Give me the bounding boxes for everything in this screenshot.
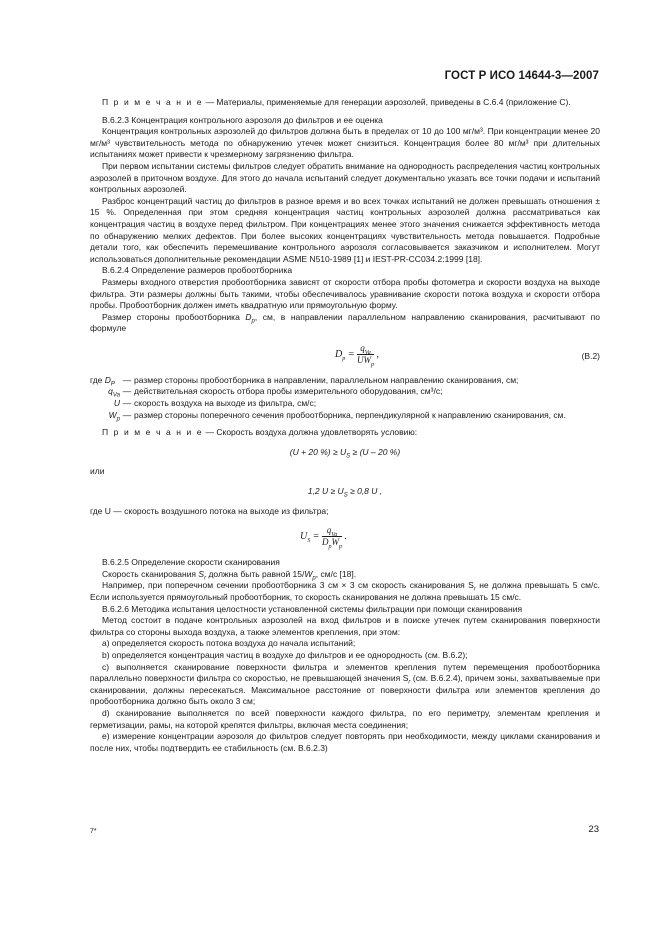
where-list: где $D_P$ — размер стороны пробоотборника в направлении, параллельном направлению сканирования, см; $q_{Va}$ — действительная скорость отбора пробы измерительного оборудования, см³/с; U — скорость воздуха на выходе из фильтра, см/с; $W_p$ — размер стороны поперечного сечения пробоотборника, перпендикулярной к направлению сканирования, см. bbox=[90, 375, 600, 421]
page-header: ГОСТ Р ИСО 14644-3—2007 bbox=[444, 70, 599, 82]
where-item: скорость воздуха на выходе из фильтра, см/с; bbox=[134, 398, 317, 409]
condition-1: (U + 20 %) ≥ $U_S \ge (U - 20$ %) bbox=[289, 446, 401, 460]
page-number: 23 bbox=[588, 824, 599, 835]
where-u: где U — скорость воздушного потока на выходе из фильтра; bbox=[90, 505, 329, 516]
or-word: или bbox=[90, 466, 105, 477]
paragraph: Размеры входного отверстия пробоотборника зависят от скорости отбора пробы фотометра и скорости воздуха на выходе фильтра. Эти размеры должны быть такими, чтобы обеспечивалось уравнивание скорости потока воздуха и скорости отбора пробы. Пробоотборник должен иметь квадратную или прямоугольную форму. bbox=[90, 276, 600, 311]
list-item: е) измерение концентрации аэрозоля до фильтров следует повторять при необходимости, между циклами сканирования и после них, чтобы подтвердить ее стабильность (см. В.6.2.3) bbox=[90, 731, 600, 753]
paragraph: Концентрация контрольных аэрозолей до фильтров должна быть в пределах от 10 до 100 мг/м³. При концентрации менее 20 мг/м³ чувствительность метода по обнаружению утечек может снизиться. Концентрация более 80 мг/м³ при длительных испытаниях может привести к чрезмерному загрязнению фильтра. bbox=[90, 126, 600, 160]
where-item: действительная скорость отбора пробы измерительного оборудования, см³/с; bbox=[134, 386, 443, 397]
list-item: с) выполняется сканирование поверхности фильтра и элементов крепления путем перемещения пробоотборника параллельно поверхности фильтра со скоростью, не превышающей значения $S_r$ (см. В.6.2.4), причем зоны, захватываемые при сканировании, должны пересекаться. Максимальное расстояние от поверхности фильтра или элементов крепления до пробоотборника должно быть около 3 см; bbox=[90, 661, 600, 707]
paragraph: Например, при поперечном сечении пробоотборника 3 см × 3 см скорость сканирования $S_r$ не должна превышать 5 см/с. Если используется прямоугольный пробоотборник, то скорость сканирования не должна превышать 15 см/с. bbox=[90, 580, 600, 602]
note-label: П р и м е ч а н и е bbox=[102, 97, 204, 107]
formula-b2 bbox=[90, 341, 600, 371]
note-velocity: П р и м е ч а н и е — Скорость воздуха должна удовлетворять условию: bbox=[102, 427, 418, 438]
section-heading-b625: В.6.2.5 Определение скорости сканирования bbox=[102, 557, 280, 568]
note-text: — Материалы, применяемые для генерации аэрозолей, приведены в С.6.4 (приложение С). bbox=[205, 97, 571, 107]
note-materials bbox=[90, 97, 600, 109]
paragraph: При первом испытании системы фильтров следует обратить внимание на однородность распределения частиц контрольных аэрозолей в приточном воздухе. Для этого до начала испытаний следует документально указать все точки подачи и испытаний контрольных аэрозолей. bbox=[90, 160, 600, 195]
condition-2: 1,2 $U \ge U_S \ge 0,8$ U , bbox=[307, 486, 383, 499]
formula-us bbox=[90, 523, 600, 553]
formula-expression: $D_p$ = $\frac{q_{Va}}{UW_p}$ , bbox=[335, 342, 379, 368]
section-heading-b626: В.6.2.6 Методика испытания целостности установленной системы фильтрации при помощи сканирования bbox=[102, 603, 523, 614]
formula-expression: $U_S$ = $\frac{q_{Va}}{D_pW_p}$ . bbox=[300, 525, 347, 551]
list-item: d) сканирование выполняется по всей поверхности каждого фильтра, по его периметру, элементам крепления и герметизации, рамы, на которой крепятся фильтры, включая места соединения; bbox=[90, 707, 600, 730]
list-item: b) определяется концентрация частиц в воздухе до фильтров и ее однородность (см. В.6.2); bbox=[102, 649, 468, 660]
list-item: а) определяется скорость потока воздуха до начала испытаний; bbox=[102, 638, 356, 649]
where-item: размер стороны пробоотборника в направлении, параллельном направлению сканирования, см; bbox=[134, 374, 519, 385]
formula-number: (В.2) bbox=[581, 350, 600, 361]
paragraph: Скорость сканирования $S_r$ должна быть равной $15/W_p$, см/с [18]. bbox=[102, 568, 357, 582]
paragraph: Метод состоит в подаче контрольных аэрозолей на вход фильтров и в поиске утечек путем сканирования поверхности фильтра со стороны выхода воздуха, а также элементов крепления, при этом: bbox=[90, 615, 600, 637]
section-heading-b623: В.6.2.3 Концентрация контрольного аэрозоля до фильтров и ее оценка bbox=[102, 114, 383, 125]
section-heading-b624: В.6.2.4 Определение размеров пробоотборника bbox=[102, 265, 293, 276]
where-intro: где $D_P$ bbox=[90, 374, 115, 388]
document-body bbox=[90, 97, 600, 754]
signature-mark: 7* bbox=[90, 828, 97, 835]
paragraph: Размер стороны пробоотборника $D_p$, см, в направлении параллельном направлению сканирования, расчитывают по формуле bbox=[90, 311, 600, 334]
paragraph: Разброс концентраций частиц до фильтров в разное время и во всех точках испытаний не должен превышать отношения ± 15 %. Определенная при этом средняя концентрация частиц контрольных аэрозолей должна рассматриваться как концентрация частиц в воздухе перед фильтром. При концентрациях менее этого значения снижается эффективность метода по обнаружению мелких дефектов. При более высоких концентрациях чувствительность метода повышается. Подробные детали того, как обеспечить перемешивание контрольного аэрозоля согласовывается заказчиком и исполнителем. Могут использоваться дополнительные рекомендации ASME N510-1989 [1] и IEST-PR-CC034.2:1999 [18]. bbox=[90, 195, 600, 264]
where-item: размер стороны поперечного сечения пробоотборника, перпендикулярной к направлению сканирования, см. bbox=[134, 409, 566, 420]
